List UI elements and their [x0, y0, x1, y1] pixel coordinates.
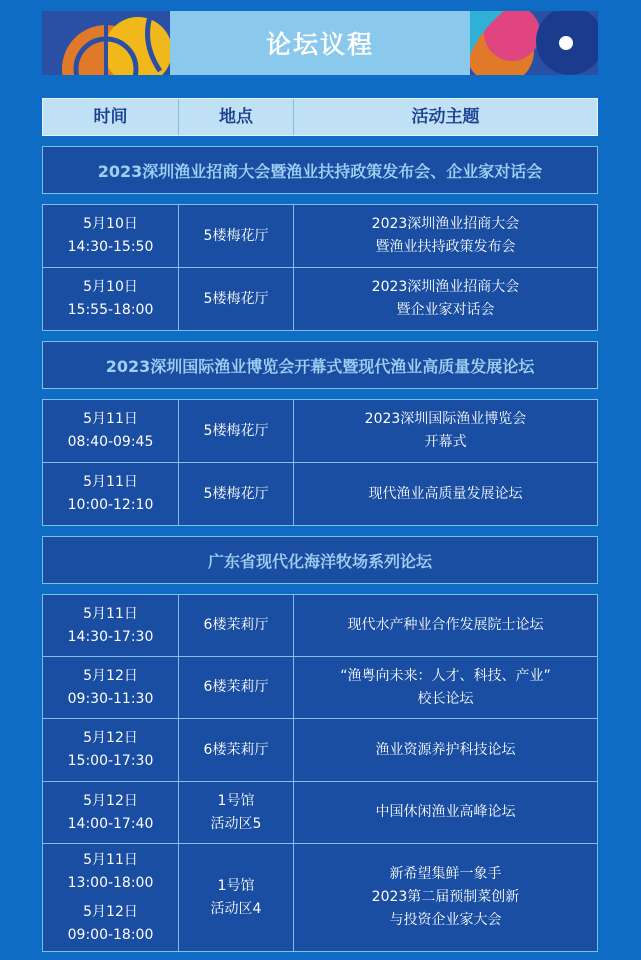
time-cell [43, 844, 179, 951]
section-title: 2023深圳国际渔业博览会开幕式暨现代渔业高质量发展论坛 [42, 341, 598, 389]
topic-text: 新希望集鲜一象手 [389, 866, 502, 882]
page-title: 论坛议程 [265, 30, 374, 59]
place-text: 1号馆 [217, 877, 255, 894]
place-cell [179, 719, 294, 781]
place-cell [179, 782, 294, 843]
topic-cell [294, 657, 597, 718]
topic-text: 现代渔业高质量发展论坛 [368, 485, 523, 502]
place-cell [179, 268, 294, 330]
time-text: 09:00-18:00 [67, 926, 154, 943]
title-banner [42, 11, 598, 75]
header-time: 时间 [43, 99, 179, 135]
topic-text: 2023第二届预制菜创新 [371, 889, 520, 905]
time-text: 09:30-11:30 [67, 690, 154, 707]
date-text: 5月11日 [83, 851, 138, 868]
table-header [42, 98, 598, 136]
topic-cell [294, 268, 597, 330]
place-text: 活动区5 [210, 815, 262, 832]
topic-cell [294, 782, 597, 843]
table-row [42, 463, 598, 526]
topic-text: 2023深圳国际渔业博览会 [364, 411, 527, 427]
topic-text: 与投资企业家大会 [389, 912, 502, 928]
time-text: 14:00-17:40 [67, 815, 154, 832]
topic-cell [294, 719, 597, 781]
time-text: 14:30-17:30 [67, 628, 154, 645]
date-text: 5月10日 [83, 279, 138, 295]
table-row [42, 719, 598, 782]
banner-decoration-right [470, 11, 598, 75]
topic-cell [294, 595, 597, 656]
time-cell [43, 719, 179, 781]
time-cell [43, 657, 179, 718]
place-text: 5楼梅花厅 [203, 290, 269, 307]
banner-decoration-left [42, 11, 170, 75]
place-text: 1号馆 [217, 792, 255, 809]
section-title: 广东省现代化海洋牧场系列论坛 [42, 536, 598, 584]
header-topic: 活动主题 [411, 106, 480, 127]
place-text: 5楼梅花厅 [203, 227, 269, 244]
time-text: 14:30-15:50 [67, 239, 154, 255]
date-text: 5月12日 [83, 903, 138, 920]
topic-text: “渔粤向未来：人才、科技、产业” [340, 667, 551, 684]
time-text: 10:00-12:10 [67, 497, 154, 513]
place-text: 6楼茉莉厅 [203, 679, 269, 695]
place-cell [179, 657, 294, 718]
place-cell [179, 844, 294, 951]
topic-cell [294, 205, 597, 267]
place-cell [179, 595, 294, 656]
section-title: 2023深圳渔业招商大会暨渔业扶持政策发布会、企业家对话会 [42, 146, 598, 194]
topic-cell [294, 844, 597, 951]
table-row [42, 268, 598, 331]
time-cell [43, 400, 179, 462]
date-text: 5月11日 [83, 411, 138, 427]
topic-text: 现代水产种业合作发展院士论坛 [347, 617, 544, 633]
agenda-table [42, 98, 598, 952]
place-text: 6楼茉莉厅 [203, 741, 269, 758]
time-cell [43, 205, 179, 267]
date-text: 5月12日 [83, 792, 138, 809]
topic-text: 校长论坛 [417, 690, 474, 707]
topic-text: 中国休闲渔业高峰论坛 [375, 804, 516, 820]
table-row [42, 782, 598, 844]
header-place: 地点 [179, 99, 294, 135]
time-text: 15:00-17:30 [67, 753, 154, 769]
crab-graphic-icon [42, 11, 170, 75]
time-text: 08:40-09:45 [67, 434, 154, 450]
place-text: 5楼梅花厅 [203, 422, 269, 439]
topic-text: 暨渔业扶持政策发布会 [375, 239, 516, 255]
place-cell [179, 400, 294, 462]
topic-cell [294, 400, 597, 462]
topic-cell [294, 463, 597, 525]
date-text: 5月11日 [83, 474, 138, 490]
topic-text: 渔业资源养护科技论坛 [375, 741, 516, 758]
table-row [42, 204, 598, 268]
table-row [42, 594, 598, 657]
time-cell [43, 463, 179, 525]
topic-text: 开幕式 [424, 434, 467, 450]
topic-text: 2023深圳渔业招商大会 [371, 216, 520, 232]
date-text: 5月10日 [83, 216, 138, 232]
place-cell [179, 205, 294, 267]
abstract-shapes-icon [470, 11, 598, 75]
topic-text: 暨企业家对话会 [396, 302, 495, 318]
table-row [42, 657, 598, 719]
date-text: 5月12日 [83, 730, 138, 746]
table-row [42, 399, 598, 463]
place-text: 5楼梅花厅 [203, 485, 269, 502]
table-row [42, 844, 598, 952]
place-cell [179, 463, 294, 525]
topic-text: 2023深圳渔业招商大会 [371, 279, 520, 295]
time-cell [43, 595, 179, 656]
date-text: 5月12日 [83, 667, 138, 684]
place-text: 6楼茉莉厅 [203, 617, 269, 633]
time-text: 15:55-18:00 [67, 302, 154, 318]
time-text: 13:00-18:00 [67, 874, 154, 891]
place-text: 活动区4 [210, 900, 262, 917]
time-cell [43, 268, 179, 330]
time-cell [43, 782, 179, 843]
date-text: 5月11日 [83, 605, 138, 622]
